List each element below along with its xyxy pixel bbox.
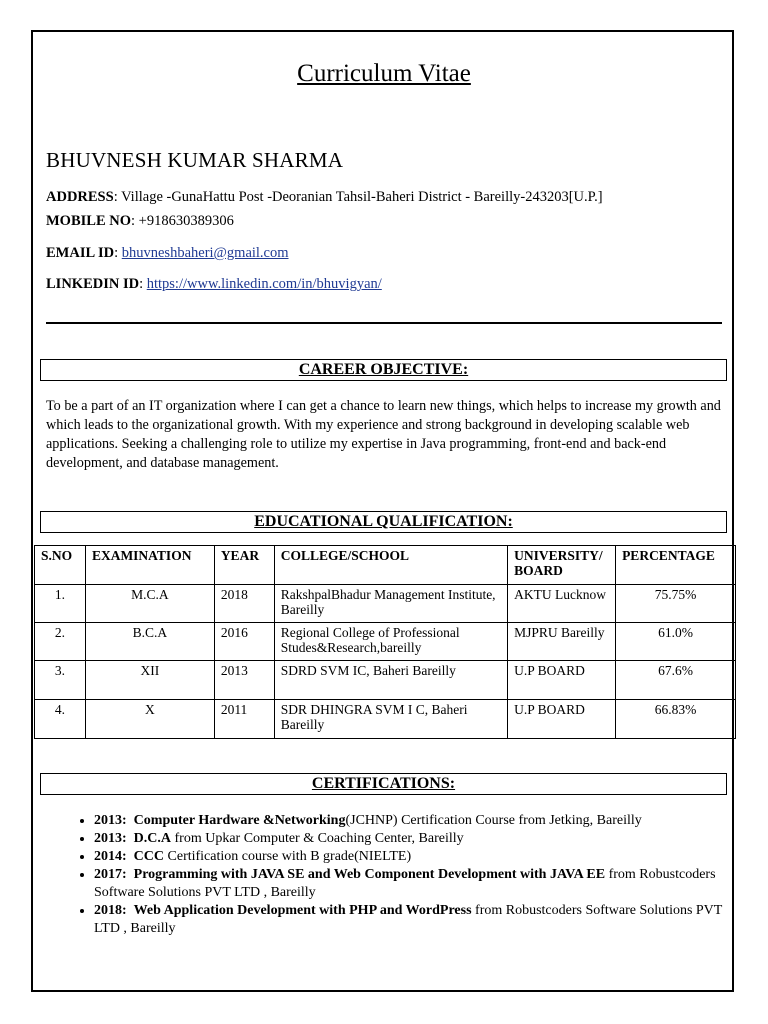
mobile-line <box>46 213 234 230</box>
linkedin-label: LINKEDIN ID <box>46 276 140 292</box>
table-row: 1. M.C.A 2018 RakshpalBhadur Management Institute, Bareilly AKTU Lucknow 75.75% <box>35 585 736 623</box>
education-table <box>34 545 736 739</box>
list-item: • 2018: Web Application Development with PHP and WordPress from Robustcoders Software Solutions PVT LTD , Bareilly <box>94 902 744 938</box>
header-college: COLLEGE/SCHOOL <box>274 546 507 585</box>
education-heading: EDUCATIONAL QUALIFICATION: <box>40 511 727 533</box>
table-row: 3. XII 2013 SDRD SVM IC, Baheri Bareilly U.P BOARD 67.6% <box>35 661 736 700</box>
address-label: ADDRESS <box>46 189 114 205</box>
header-examination: EXAMINATION <box>85 546 214 585</box>
address-line <box>46 189 603 206</box>
header-divider <box>46 322 722 324</box>
email-link[interactable]: bhuvneshbaheri@gmail.com <box>121 245 289 261</box>
address-value: : Village -GunaHattu Post -Deoranian Tahsil-Baheri District - Bareilly-243203[U.P.] <box>113 189 603 205</box>
candidate-name: BHUVNESH KUMAR SHARMA <box>46 148 344 172</box>
mobile-value: : +918630389306 <box>131 213 234 229</box>
table-row: 4. X 2011 SDR DHINGRA SVM I C, Baheri Bareilly U.P BOARD 66.83% <box>35 700 736 739</box>
email-line: EMAIL ID: bhuvneshbaheri@gmail.com <box>46 245 289 261</box>
certifications-list <box>70 812 744 938</box>
table-row: 2. B.C.A 2016 Regional College of Professional Studes&Research,bareilly MJPRU Bareilly 61.0% <box>35 623 736 661</box>
list-item: • 2017: Programming with JAVA SE and Web Component Development with JAVA EE from Robustcoders Software Solutions PVT LTD , Bareilly <box>94 866 744 902</box>
table-header-row <box>35 546 736 585</box>
certifications-heading: CERTIFICATIONS: <box>40 773 727 795</box>
header-university: UNIVERSITY/ BOARD <box>508 546 616 585</box>
linkedin-link[interactable]: https://www.linkedin.com/in/bhuvigyan/ <box>146 276 382 292</box>
linkedin-line: LINKEDIN ID: https://www.linkedin.com/in/bhuvigyan/ <box>46 276 382 292</box>
list-item: • 2014: CCC Certification course with B grade(NIELTE) <box>94 848 744 866</box>
header-sno: S.NO <box>35 546 86 585</box>
list-item: • 2013: D.C.A from Upkar Computer & Coaching Center, Bareilly <box>94 830 744 848</box>
career-objective-heading: CAREER OBJECTIVE: <box>40 359 727 381</box>
document-title: Curriculum Vitae <box>297 60 471 87</box>
mobile-label: MOBILE NO <box>46 213 131 229</box>
header-year: YEAR <box>214 546 274 585</box>
career-objective-text: To be a part of an IT organization where I can get a chance to learn new things, which helps to increase my growth and which leads to the organizational growth. With my experience and strong background in developing scalable web applications. Seeking a challenging role to utilize my expertise in Java programming, front-end and back-end development, and database management. <box>46 398 721 471</box>
list-item: • 2013: Computer Hardware &Networking(JCHNP) Certification Course from Jetking, Bareilly <box>94 812 744 830</box>
header-percentage: PERCENTAGE <box>616 546 736 585</box>
email-label: EMAIL ID <box>46 245 115 261</box>
